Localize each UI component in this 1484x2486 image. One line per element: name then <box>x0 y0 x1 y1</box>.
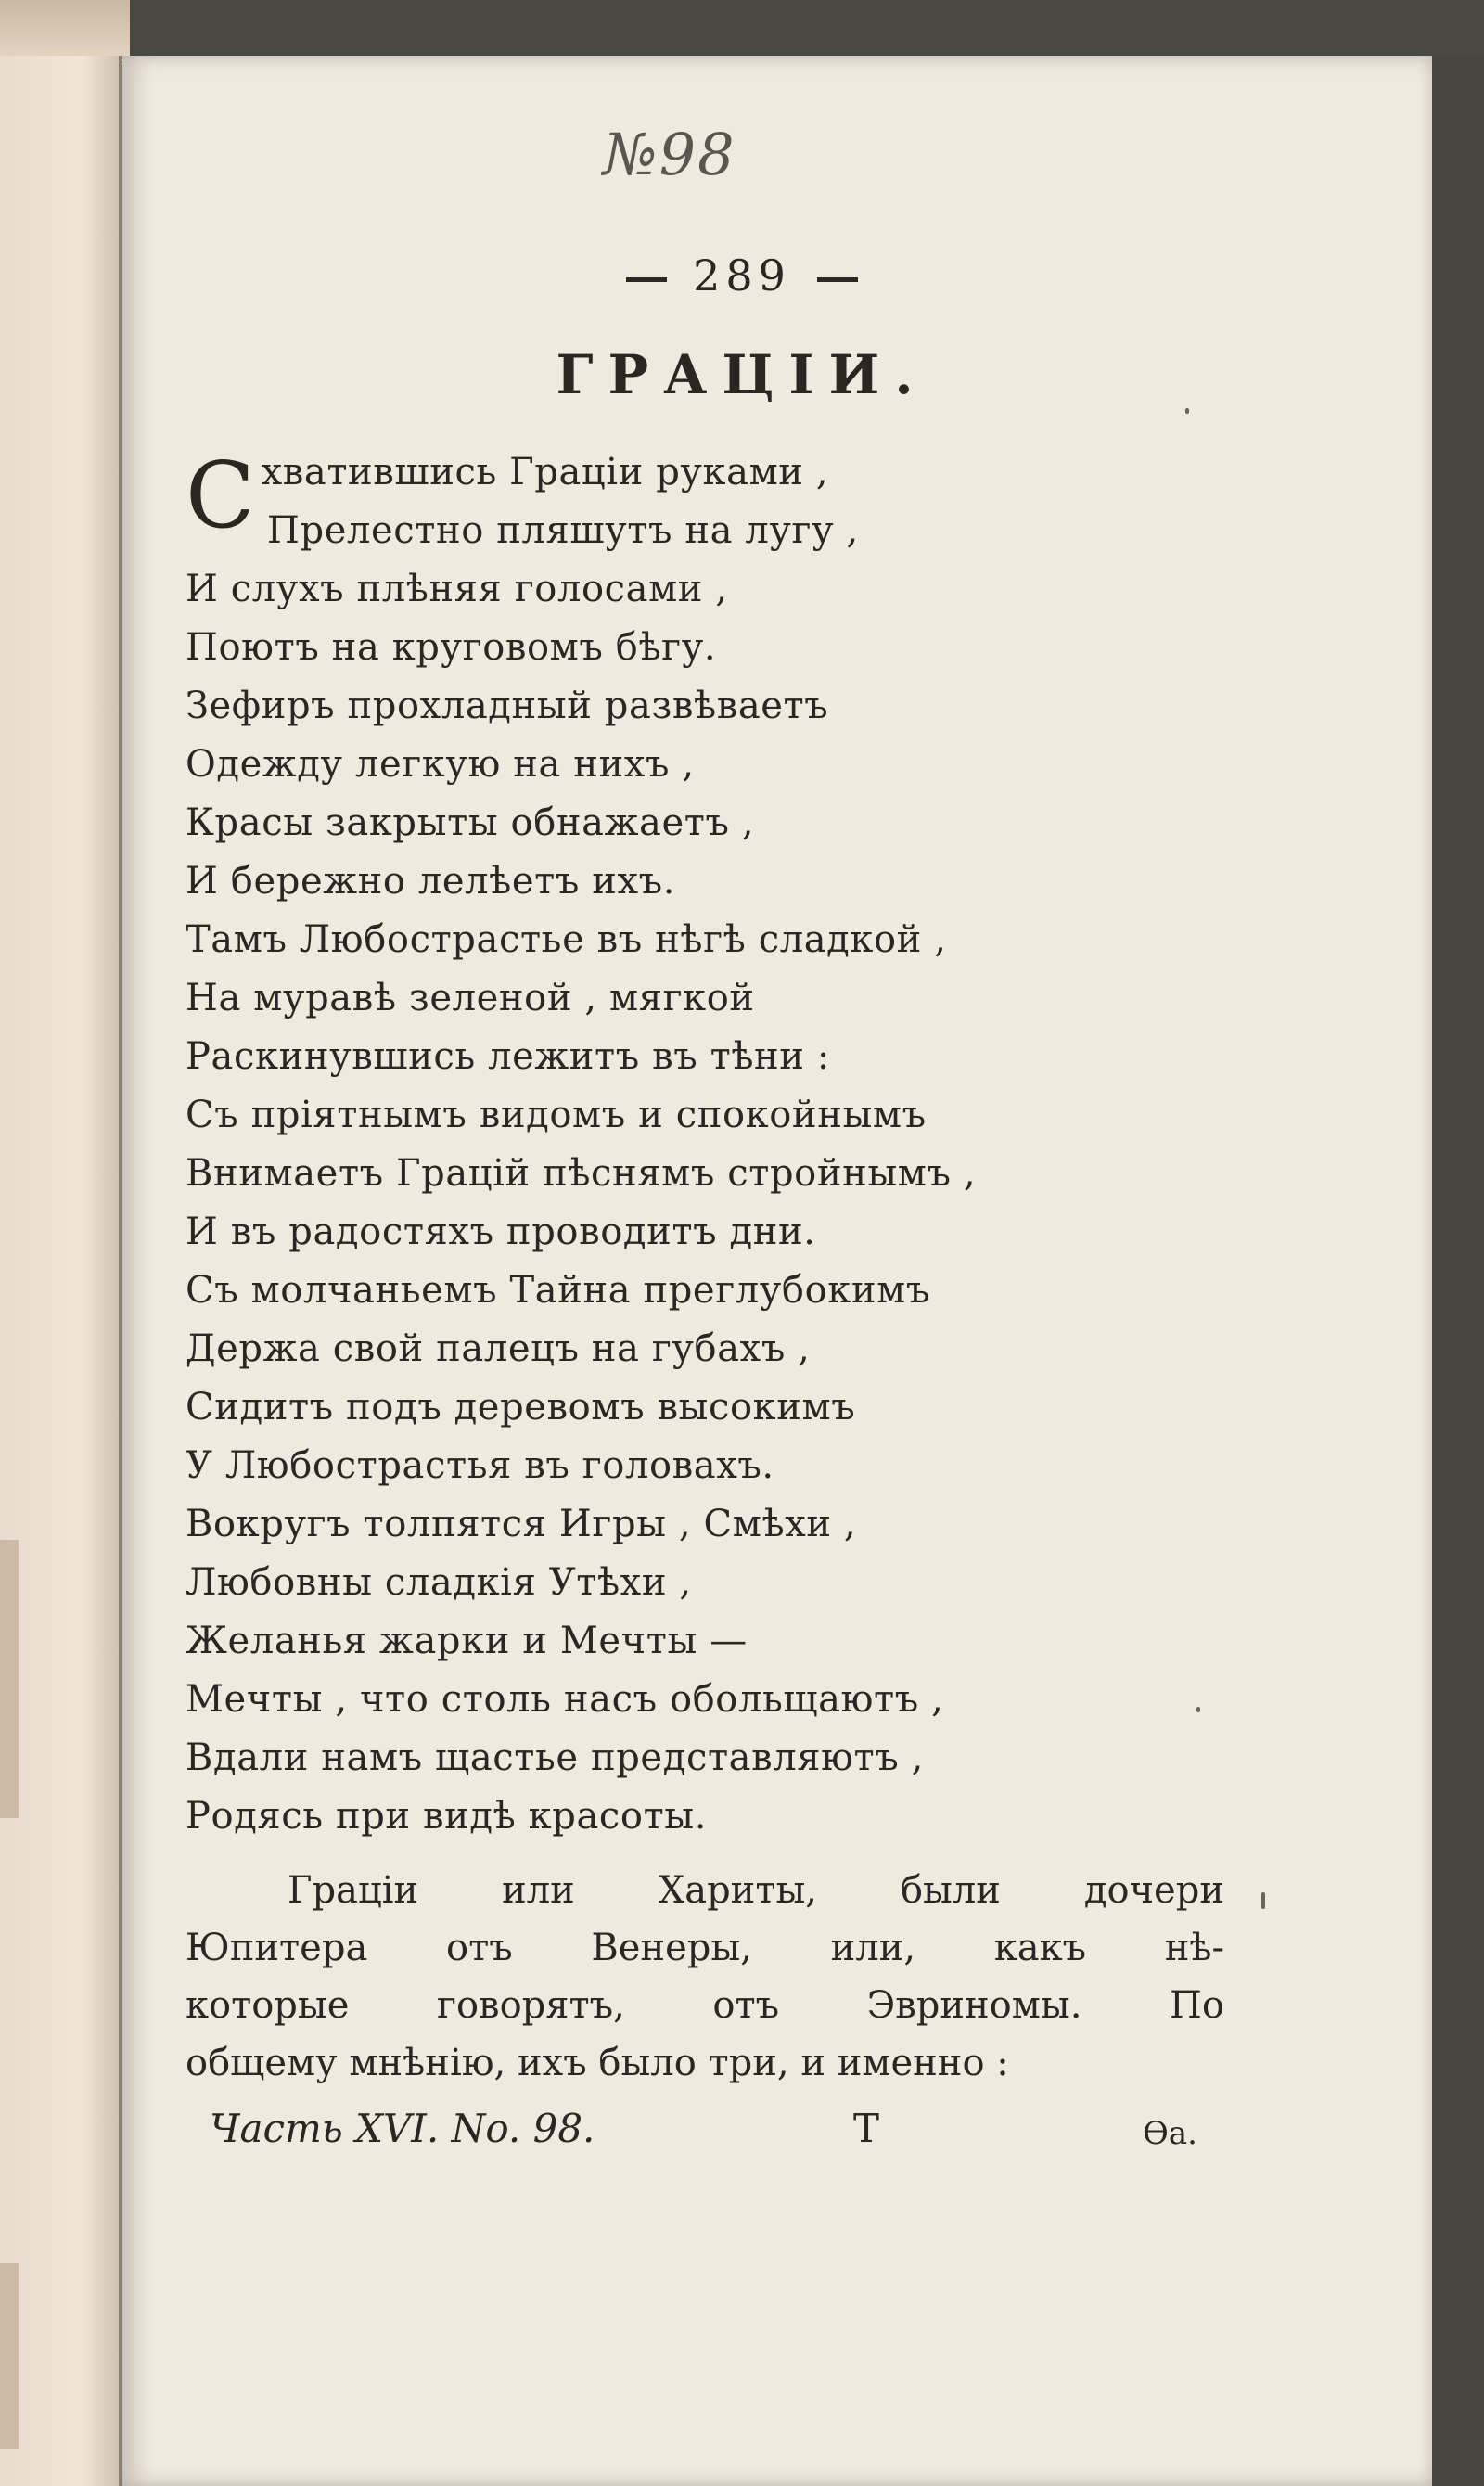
poem-line: Съ молчаньемъ Тайна преглубокимъ <box>186 1269 930 1312</box>
poem-line: У Любострастья въ головахъ. <box>186 1444 774 1487</box>
signature-mark: Т <box>853 2106 880 2151</box>
poem <box>186 443 1280 1846</box>
poem-line: Мечты , что столь насъ обольщаютъ , <box>186 1678 944 1721</box>
page-number <box>0 250 1484 301</box>
handwritten-issue-number: №98 <box>603 121 736 188</box>
volume-part-label: Часть XVI. No. 98. <box>210 2106 595 2151</box>
background-edge <box>1432 56 1484 2486</box>
poem-line: На муравѣ зеленой , мягкой <box>186 977 755 1019</box>
paper-stain <box>0 1540 19 1818</box>
prose-paragraph <box>186 1862 1224 2092</box>
dash-right <box>817 277 858 282</box>
prose-line: Граціи или Хариты, были дочери <box>288 1869 1224 1912</box>
poem-line: И въ радостяхъ проводитъ дни. <box>186 1211 816 1253</box>
poem-line: И бережно лелѣетъ ихъ. <box>186 860 676 903</box>
poem-line: Раскинувшись лежитъ въ тѣни : <box>186 1035 830 1078</box>
poem-line: Поютъ на круговомъ бѣгу. <box>186 626 717 669</box>
paper-speck <box>1185 408 1189 414</box>
poem-line: Вдали намъ щастье представляютъ , <box>186 1736 924 1779</box>
poem-line: И слухъ плѣняя голосами , <box>186 568 728 610</box>
poem-line: Внимаетъ Грацій пѣснямъ стройнымъ , <box>186 1152 977 1195</box>
catchword: Ѳа. <box>1143 2115 1197 2152</box>
drop-cap: С <box>186 443 256 549</box>
paper-speck <box>1196 1707 1200 1712</box>
prose-line: которые говорятъ, отъ Эвриномы. По <box>186 1984 1224 2027</box>
paper-speck <box>1261 1892 1265 1909</box>
poem-line: Сидитъ подъ деревомъ высокимъ <box>186 1386 856 1429</box>
poem-line: Съ пріятнымъ видомъ и спокойнымъ <box>186 1094 927 1136</box>
poem-line: Вокругъ толпятся Игры , Смѣхи , <box>186 1503 857 1545</box>
poem-line: Прелестно пляшутъ на лугу , <box>267 509 859 552</box>
poem-line: Тамъ Любострастье въ нѣгѣ сладкой , <box>186 918 947 961</box>
paper-stain <box>0 2263 19 2449</box>
poem-line: Желанья жарки и Мечты — <box>186 1620 748 1662</box>
poem-line: Одежду легкую на нихъ , <box>186 743 695 786</box>
poem-line: Держа свой палецъ на губахъ , <box>186 1327 811 1370</box>
poem-line-text: хватившись Граціи руками , <box>261 451 829 493</box>
poem-title: ГРАЦІИ. <box>556 343 928 406</box>
poem-line: Зефиръ прохладный развѣваетъ <box>186 685 829 727</box>
page-number-value: 289 <box>693 250 791 301</box>
prose-line: Юпитера отъ Венеры, или, какъ нѣ- <box>186 1927 1224 1969</box>
page-footer <box>186 2106 1224 2167</box>
prose-line: общему мнѣнію, ихъ было три, и именно : <box>186 2042 1009 2084</box>
poem-line: Любовны сладкія Утѣхи , <box>186 1561 692 1604</box>
poem-line: Родясь при видѣ красоты. <box>186 1795 708 1838</box>
poem-line: Красы закрыты обнажаетъ , <box>186 801 755 844</box>
dash-left <box>626 277 667 282</box>
left-page-margin <box>0 56 122 2486</box>
